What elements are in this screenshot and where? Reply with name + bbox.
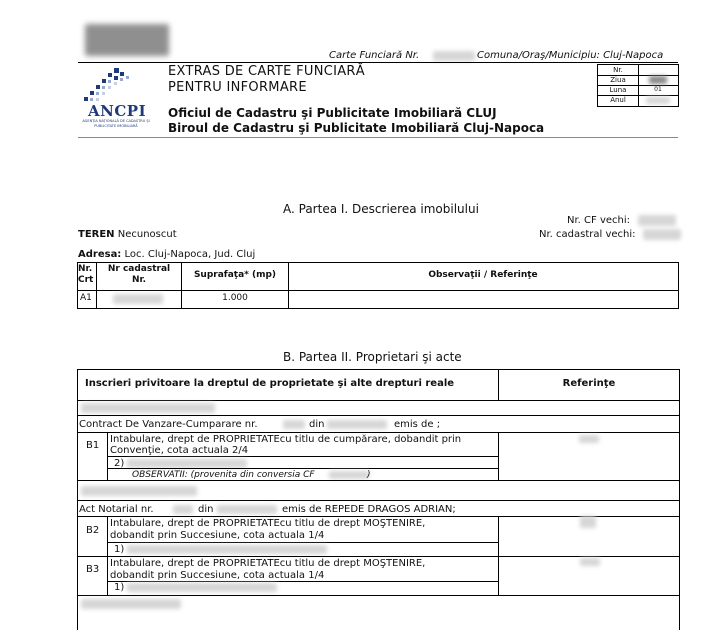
redacted-day — [649, 76, 667, 84]
col-header-observatii: Observaţii / Referinţe — [428, 270, 538, 280]
part-b-table — [77, 369, 679, 613]
b1-line1: Intabulare, drept de PROPRIETATEcu titlu de cumpărare, dobandit prin — [110, 434, 462, 445]
b3-label: B3 — [86, 564, 100, 575]
office-line1: Oficiul de Cadastru şi Publicitate Imobiliară CLUJ — [168, 106, 497, 120]
part-a-title: A. Partea I. Descrierea imobilului — [283, 202, 479, 216]
date-nr-label: Nr. — [613, 66, 623, 74]
redacted-stamp — [85, 24, 169, 56]
date-luna-label: Luna — [609, 86, 627, 94]
b1-line2: Convenţie, cota actuala 2/4 — [110, 445, 249, 456]
part-a-table — [77, 262, 678, 308]
header-rule-top — [78, 62, 678, 63]
ancpi-logo — [80, 66, 152, 136]
redacted-b1-ref — [579, 435, 599, 443]
b1-observatii: OBSERVATII: (provenita din conversia CF — [132, 470, 315, 480]
adresa-value: Loc. Cluj-Napoca, Jud. Cluj — [124, 249, 256, 260]
redacted-b3-ref — [580, 558, 600, 566]
act2-text-b: din — [198, 504, 214, 515]
b2-line1: Intabulare, drept de PROPRIETATEcu titlu de drept MOŞTENIRE, — [110, 518, 426, 529]
comuna-label: Comuna/Oraş/Municipiu: Cluj-Napoca — [477, 50, 664, 61]
act1-text-c: emis de ; — [394, 419, 441, 430]
b2-owner-index: 1) — [114, 544, 125, 555]
document-title-line1: EXTRAS DE CARTE FUNCIARĂ — [168, 64, 365, 79]
cadastral-vechi-label: Nr. cadastral vechi: — [539, 229, 636, 240]
redacted-b3-owner — [127, 583, 277, 592]
col-header-cadastral: Nr cadastral Nr. — [107, 264, 171, 285]
b2-line2: dobandit prin Succesiune, cota actuala 1/4 — [110, 530, 325, 541]
teren-row — [78, 229, 177, 240]
redacted-b2-ref — [580, 516, 596, 528]
redacted-b1-obs-cf — [329, 471, 369, 479]
act1-text-b: din — [309, 419, 325, 430]
teren-value: Necunoscut — [117, 229, 177, 240]
logo-subtext: AGENŢIA NAŢIONALĂ DE CADASTRU ŞI PUBLICITATE IMOBILIARĂ — [82, 119, 150, 128]
date-box — [597, 64, 679, 107]
redacted-b2-owner — [127, 545, 327, 554]
redacted-cf-vechi — [638, 215, 676, 226]
cf-vechi-label: Nr. CF vechi: — [567, 215, 630, 226]
b3-line1: Intabulare, drept de PROPRIETATEcu titlu de drept MOŞTENIRE, — [110, 558, 426, 569]
part-b-title: B. Partea II. Proprietari şi acte — [283, 350, 462, 364]
col-header-crt: Nr. Crt — [78, 264, 94, 285]
logo-text: ANCPI — [88, 102, 147, 120]
act2-text-c: emis de REPEDE DRAGOS ADRIAN; — [282, 504, 456, 515]
redacted-cadastral-vechi — [643, 229, 681, 240]
redacted-act1-date — [327, 420, 387, 429]
row-suprafata: 1.000 — [222, 293, 248, 303]
redacted-act2-date — [217, 505, 277, 514]
b1-label: B1 — [86, 440, 100, 451]
act1-text-a: Contract De Vanzare-Cumparare nr. — [79, 419, 258, 430]
document-title-line2: PENTRU INFORMARE — [168, 80, 307, 95]
redacted-owner-group-3 — [81, 599, 181, 609]
adresa-label: Adresa: — [78, 249, 122, 260]
office-line2: Biroul de Cadastru şi Publicitate Imobiliară Cluj-Napoca — [168, 121, 545, 135]
row-crt: A1 — [80, 293, 92, 303]
b2-label: B2 — [86, 525, 100, 536]
col-header-suprafata: Suprafaţa* (mp) — [193, 270, 277, 280]
header-rule-bottom — [78, 137, 678, 138]
date-anul-label: Anul — [610, 96, 626, 104]
redacted-b1-owner — [127, 459, 247, 468]
carte-funciara-label: Carte Funciară Nr. — [329, 50, 420, 61]
redacted-nr-cadastral — [113, 294, 163, 304]
act2-text-a: Act Notarial nr. — [79, 504, 154, 515]
redacted-act2-nr — [173, 505, 193, 514]
redacted-owner-group-1 — [81, 403, 215, 413]
teren-label: TEREN — [78, 229, 115, 240]
part-b-header-right: Referinţe — [562, 378, 616, 389]
part-b-header-left: Inscrieri privitoare la dreptul de proprietate şi alte drepturi reale — [85, 378, 455, 389]
adresa-row — [78, 249, 255, 260]
date-luna-value: 01 — [654, 86, 662, 93]
redacted-act1-nr — [283, 420, 305, 429]
b3-line2: dobandit prin Succesiune, cota actuala 1/4 — [110, 570, 325, 581]
redacted-cf-number — [433, 51, 475, 61]
redacted-year — [646, 97, 670, 104]
date-ziua-label: Ziua — [610, 76, 626, 84]
b1-observatii-close: ) — [367, 470, 371, 480]
b3-owner-index: 1) — [114, 582, 125, 593]
b1-owner-index: 2) — [114, 458, 125, 469]
redacted-owner-group-2 — [81, 486, 197, 496]
